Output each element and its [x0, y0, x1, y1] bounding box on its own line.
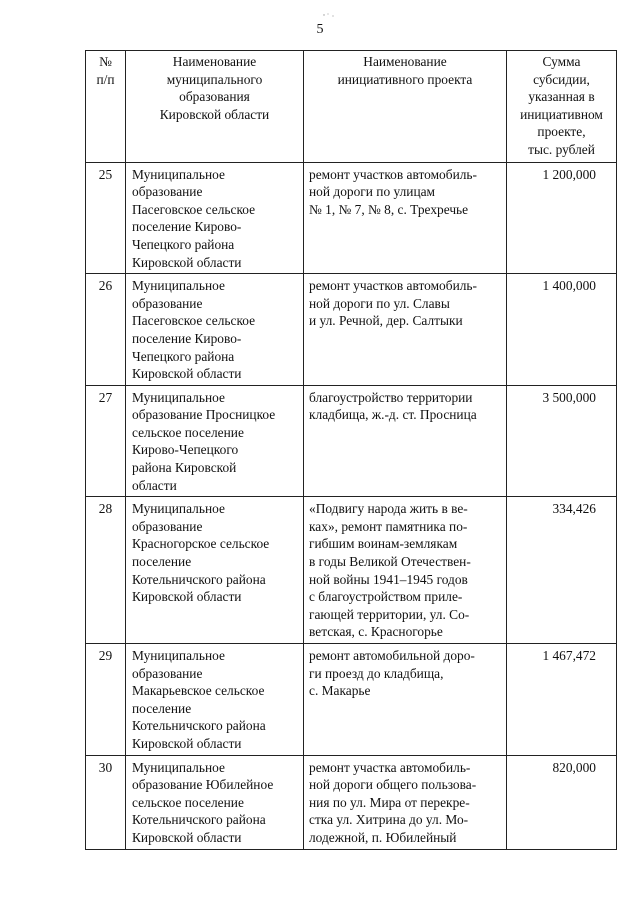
project-cell: «Подвигу народа жить в ве- ках», ремонт памятника по- гибшим воинам-землякам в годы Великой Отечествен- ной войны 1941–1945 годов с благоустройством приле- гающей территории, ул. Со- ветская, с. Красногорье [304, 497, 507, 644]
project-cell: ремонт участков автомобиль- ной дороги по ул. Славы и ул. Речной, дер. Салтыки [304, 274, 507, 386]
row-number: 25 [86, 162, 126, 274]
municipality-cell: Муниципальное образование Юбилейное сельское поселение Котельничского района Кировской области [126, 755, 304, 849]
row-number: 28 [86, 497, 126, 644]
table-row [86, 755, 617, 849]
amount-cell: 820,000 [507, 755, 617, 849]
municipality-cell: Муниципальное образование Просницкое сельское поселение Кирово-Чепецкого района Кировской области [126, 385, 304, 497]
header-number: № п/п [86, 51, 126, 163]
header-municipality: Наименование муниципального образования Кировской области [126, 51, 304, 163]
header-amount: Сумма субсидии, указанная в инициативном проекте, тыс. рублей [507, 51, 617, 163]
project-cell: ремонт участка автомобиль- ной дороги общего пользова- ния по ул. Мира от перекре- стка ул. Хитрина до ул. Мо- лодежной, п. Юбилейный [304, 755, 507, 849]
amount-cell: 334,426 [507, 497, 617, 644]
table-row [86, 644, 617, 756]
row-number: 29 [86, 644, 126, 756]
scan-artifact [322, 12, 336, 18]
row-number: 30 [86, 755, 126, 849]
table-header-row [86, 51, 617, 163]
header-project: Наименование инициативного проекта [304, 51, 507, 163]
projects-table [85, 50, 617, 850]
amount-cell: 1 400,000 [507, 274, 617, 386]
project-cell: ремонт автомобильной доро- ги проезд до кладбища, с. Макарье [304, 644, 507, 756]
amount-cell: 1 200,000 [507, 162, 617, 274]
municipality-cell: Муниципальное образование Макарьевское сельское поселение Котельничского района Кировской области [126, 644, 304, 756]
table-row [86, 274, 617, 386]
page-number: 5 [316, 22, 324, 37]
municipality-cell: Муниципальное образование Пасеговское сельское поселение Кирово- Чепецкого района Кировской области [126, 162, 304, 274]
table-row [86, 162, 617, 274]
row-number: 26 [86, 274, 126, 386]
municipality-cell: Муниципальное образование Красногорское сельское поселение Котельничского района Кировской области [126, 497, 304, 644]
amount-cell: 3 500,000 [507, 385, 617, 497]
project-cell: ремонт участков автомобиль- ной дороги по улицам № 1, № 7, № 8, с. Трехречье [304, 162, 507, 274]
project-cell: благоустройство территории кладбища, ж.-д. ст. Просница [304, 385, 507, 497]
amount-cell: 1 467,472 [507, 644, 617, 756]
table-row [86, 497, 617, 644]
row-number: 27 [86, 385, 126, 497]
table-row [86, 385, 617, 497]
municipality-cell: Муниципальное образование Пасеговское сельское поселение Кирово- Чепецкого района Кировской области [126, 274, 304, 386]
